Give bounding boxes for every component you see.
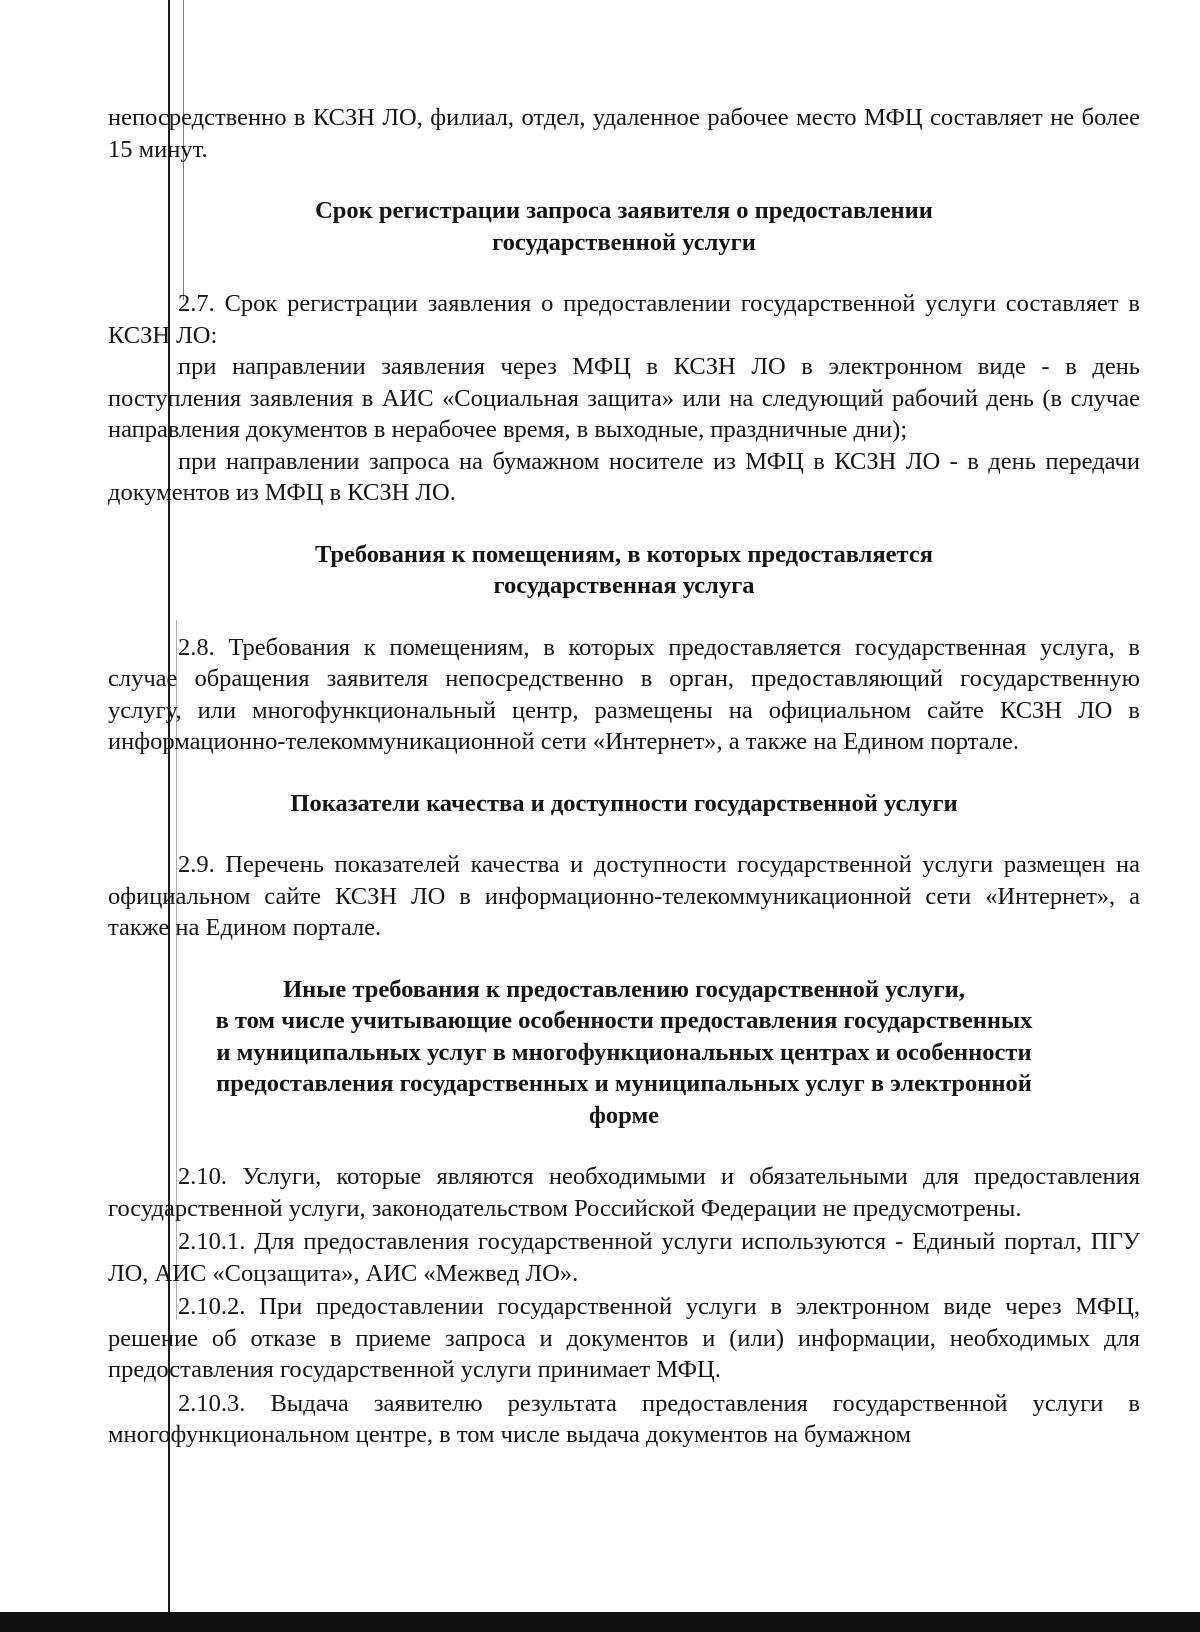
paragraph-2-10: 2.10. Услуги, которые являются необходимыми и обязательными для предоставления государственной услуги, законодательством Российской Федерации не предусмотрены.: [108, 1163, 1140, 1222]
heading-line: в том числе учитывающие особенности предоставления государственных: [215, 1007, 1033, 1034]
paragraph-2-10-3: 2.10.3. Выдача заявителю результата предоставления государственной услуги в многофункциональном центре, в том числе выдача документов на бумажном: [108, 1389, 1140, 1448]
paragraph-2-7-item-2: при направлении запроса на бумажном носителе из МФЦ в КСЗН ЛО - в день передачи документов из МФЦ в КСЗН ЛО.: [108, 447, 1140, 506]
section-heading-registration: [108, 195, 1140, 258]
heading-line: и муниципальных услуг в многофункциональных центрах и особенности: [216, 1038, 1032, 1066]
paragraph-2-8: 2.8. Требования к помещениям, в которых предоставляется государственная услуга, в случае обращения заявителя непосредственно в орган, предоставляющий государственную услугу, или многофункциональный центр, размещены на официальном сайте КСЗН ЛО в информационно-телекоммуникационной сети «Интернет», а также на Едином портале.: [108, 633, 1140, 755]
paragraph-2-7-item-1: при направлении заявления через МФЦ в КСЗН ЛО в электронном виде - в день поступления заявления в АИС «Социальная защита» или на следующий рабочий день (в случае направления документов в нерабочее время, в выходные, праздничные дни);: [108, 353, 1140, 443]
document-body: [108, 102, 1140, 1451]
paragraph-2-9: 2.9. Перечень показателей качества и доступности государственной услуги размещен на официальном сайте КСЗН ЛО в информационно-телекоммуникационной сети «Интернет», а также на Едином портале.: [108, 851, 1140, 941]
section-heading-premises: [108, 539, 1140, 602]
scan-bottom-edge: [0, 1612, 1200, 1632]
paragraph-2-10-2: 2.10.2. При предоставлении государственной услуги в электронном виде через МФЦ, решение об отказе в приеме запроса и документов и (или) информации, необходимых для предоставления государственной услуги принимает МФЦ.: [108, 1293, 1140, 1383]
paragraph-2-7: 2.7. Срок регистрации заявления о предоставлении государственной услуги составляет в КСЗН ЛО:: [108, 290, 1140, 349]
heading-line: государственной услуги: [492, 228, 756, 256]
heading-line: Показатели качества и доступности государственной услуги: [290, 789, 958, 817]
heading-line: Требования к помещениям, в которых предоставляется: [314, 540, 934, 568]
heading-line: предоставления государственных и муниципальных услуг в электронной: [216, 1070, 1032, 1097]
heading-line: Иные требования к предоставлению государственной услуги,: [283, 975, 965, 1003]
heading-line: государственная услуга: [493, 572, 755, 599]
heading-line: Срок регистрации запроса заявителя о предоставлении: [315, 197, 933, 224]
heading-line: форме: [588, 1101, 660, 1129]
intro-paragraph: непосредственно в КСЗН ЛО, филиал, отдел, удаленное рабочее место МФЦ составляет не более 15 минут.: [108, 104, 1140, 163]
section-heading-other-requirements: [108, 974, 1140, 1132]
paragraph-2-10-1: 2.10.1. Для предоставления государственной услуги используются - Единый портал, ПГУ ЛО, АИС «Соцзащита», АИС «Межвед ЛО».: [108, 1228, 1140, 1287]
section-heading-quality: [108, 788, 1140, 820]
